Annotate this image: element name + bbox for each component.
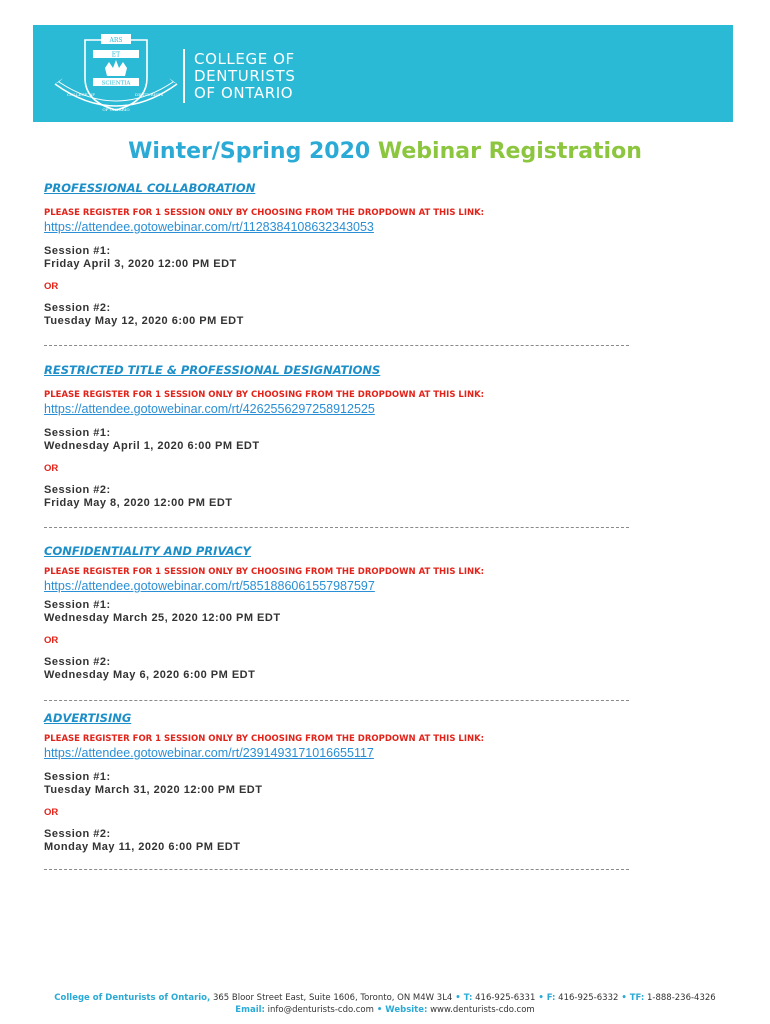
crest-arc-bottom: OF ONTARIO bbox=[102, 107, 130, 112]
page-title bbox=[0, 139, 770, 164]
footer-phone-label: T: bbox=[463, 993, 473, 1003]
footer-fax-label: F: bbox=[546, 993, 556, 1003]
session1-time: Tuesday March 31, 2020 12:00 PM EDT bbox=[44, 784, 263, 796]
registration-link[interactable]: https://attendee.gotowebinar.com/rt/4262556297258912525 bbox=[44, 402, 375, 416]
org-name-line2: DENTURISTS bbox=[194, 67, 296, 85]
header-banner bbox=[33, 25, 733, 122]
session1-label: Session #1: bbox=[44, 599, 111, 611]
or-separator: OR bbox=[44, 635, 59, 646]
footer-tollfree: 1-888-236-4326 bbox=[644, 993, 716, 1003]
register-instruction: PLEASE REGISTER FOR 1 SESSION ONLY BY CHOOSING FROM THE DROPDOWN AT THIS LINK: bbox=[44, 390, 485, 400]
crest-banner-top: ARS bbox=[109, 37, 123, 44]
section-divider bbox=[44, 345, 629, 346]
session2-time: Friday May 8, 2020 12:00 PM EDT bbox=[44, 497, 233, 509]
section-divider bbox=[44, 527, 629, 528]
footer-fax: 416-925-6332 bbox=[555, 993, 619, 1003]
registration-link[interactable]: https://attendee.gotowebinar.com/rt/1128384108632343053 bbox=[44, 220, 374, 234]
footer-line1 bbox=[0, 992, 770, 1004]
session1-label: Session #1: bbox=[44, 427, 111, 439]
session1-time: Wednesday March 25, 2020 12:00 PM EDT bbox=[44, 612, 281, 624]
session2-label: Session #2: bbox=[44, 484, 111, 496]
crest-banner-mid: ET bbox=[111, 51, 121, 59]
section-divider bbox=[44, 869, 629, 870]
session2-time: Wednesday May 6, 2020 6:00 PM EDT bbox=[44, 669, 256, 681]
footer-separator: • bbox=[618, 993, 630, 1003]
footer-email-label: Email: bbox=[235, 1005, 265, 1015]
registration-link[interactable]: https://attendee.gotowebinar.com/rt/2391493171016655117 bbox=[44, 746, 374, 760]
crest-arc-left: COLLEGE OF bbox=[67, 92, 96, 97]
section-advertising bbox=[44, 711, 644, 854]
org-name-line1: COLLEGE OF bbox=[194, 50, 295, 68]
college-crest-logo bbox=[53, 32, 179, 118]
section-professional-collaboration bbox=[44, 181, 644, 328]
section-confidentiality bbox=[44, 544, 644, 682]
session2-time: Monday May 11, 2020 6:00 PM EDT bbox=[44, 841, 241, 853]
register-instruction: PLEASE REGISTER FOR 1 SESSION ONLY BY CHOOSING FROM THE DROPDOWN AT THIS LINK: bbox=[44, 734, 485, 744]
section-divider bbox=[44, 700, 629, 701]
crest-arc-right: DENTURISTS bbox=[135, 92, 164, 97]
footer-address: 365 Bloor Street East, Suite 1606, Toronto, ON M4W 3L4 bbox=[210, 993, 453, 1003]
footer-website[interactable]: www.denturists-cdo.com bbox=[427, 1005, 535, 1015]
footer-separator: • bbox=[373, 1005, 386, 1015]
register-instruction: PLEASE REGISTER FOR 1 SESSION ONLY BY CHOOSING FROM THE DROPDOWN AT THIS LINK: bbox=[44, 567, 485, 577]
page-title-part2: Webinar Registration bbox=[377, 139, 642, 164]
session2-time: Tuesday May 12, 2020 6:00 PM EDT bbox=[44, 315, 244, 327]
session1-label: Session #1: bbox=[44, 245, 111, 257]
footer-website-label: Website: bbox=[385, 1005, 428, 1015]
footer-line2 bbox=[0, 1004, 770, 1016]
crest-banner-low: SCIENTIA bbox=[101, 80, 131, 87]
session2-label: Session #2: bbox=[44, 828, 111, 840]
section-heading: ADVERTISING bbox=[44, 711, 132, 725]
section-heading: CONFIDENTIALITY AND PRIVACY bbox=[44, 544, 251, 558]
section-heading: PROFESSIONAL COLLABORATION bbox=[44, 181, 256, 195]
session1-label: Session #1: bbox=[44, 771, 111, 783]
or-separator: OR bbox=[44, 281, 59, 292]
section-heading: RESTRICTED TITLE & PROFESSIONAL DESIGNATIONS bbox=[44, 363, 381, 377]
org-name bbox=[194, 51, 295, 102]
section-restricted-title bbox=[44, 363, 644, 510]
or-separator: OR bbox=[44, 807, 59, 818]
session1-time: Wednesday April 1, 2020 6:00 PM EDT bbox=[44, 440, 260, 452]
or-separator: OR bbox=[44, 463, 59, 474]
page-footer bbox=[0, 992, 770, 1016]
footer-separator: • bbox=[535, 993, 547, 1003]
session2-label: Session #2: bbox=[44, 302, 111, 314]
page-title-part1: Winter/Spring 2020 bbox=[128, 139, 371, 164]
footer-org-name: College of Denturists of Ontario, bbox=[54, 993, 211, 1003]
session2-label: Session #2: bbox=[44, 656, 111, 668]
footer-separator: • bbox=[452, 993, 464, 1003]
footer-tollfree-label: TF: bbox=[629, 993, 645, 1003]
registration-link[interactable]: https://attendee.gotowebinar.com/rt/5851886061557987597 bbox=[44, 579, 375, 593]
register-instruction: PLEASE REGISTER FOR 1 SESSION ONLY BY CHOOSING FROM THE DROPDOWN AT THIS LINK: bbox=[44, 208, 485, 218]
footer-email[interactable]: info@denturists-cdo.com bbox=[264, 1005, 374, 1015]
org-name-line3: OF ONTARIO bbox=[194, 84, 294, 102]
session1-time: Friday April 3, 2020 12:00 PM EDT bbox=[44, 258, 237, 270]
footer-phone: 416-925-6331 bbox=[472, 993, 536, 1003]
header-divider bbox=[183, 49, 185, 103]
